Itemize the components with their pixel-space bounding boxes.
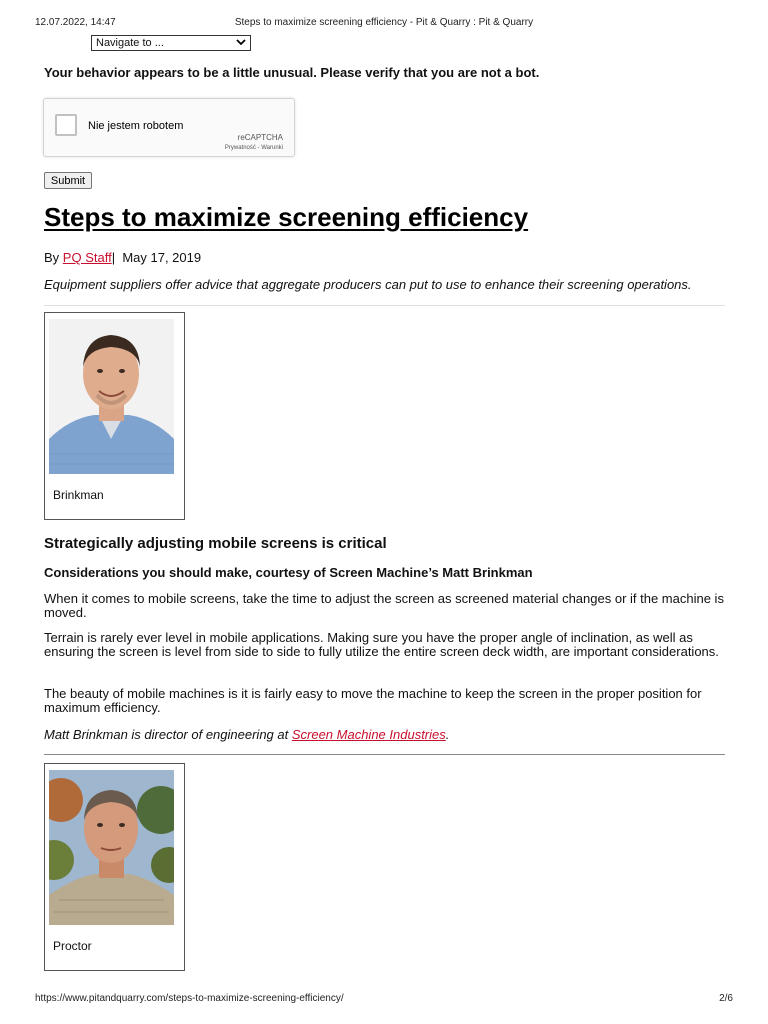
byline	[44, 250, 201, 265]
print-datetime: 12.07.2022, 14:47	[35, 17, 116, 28]
proctor-photo	[49, 770, 174, 925]
recaptcha-widget	[43, 98, 295, 157]
section-heading: Strategically adjusting mobile screens is critical	[44, 535, 387, 552]
recaptcha-brand: reCAPTCHA	[237, 133, 283, 142]
print-url: https://www.pitandquarry.com/steps-to-maximize-screening-efficiency/	[35, 993, 344, 1004]
publish-date: May 17, 2019	[122, 250, 202, 265]
print-page-number: 2/6	[719, 993, 733, 1004]
chevron-down-icon	[236, 38, 246, 48]
figure-brinkman	[44, 312, 185, 520]
submit-button[interactable]: Submit	[44, 172, 92, 189]
paragraph: Terrain is rarely ever level in mobile applications. Making sure you have the proper angle of inclination, as well as ensuring the screen is level from side to side to fully utilize the entire screen deck width, are important considerations.	[44, 630, 719, 659]
screen-machine-link[interactable]: Screen Machine Industries	[291, 727, 446, 742]
paragraph: The beauty of mobile machines is it is fairly easy to move the machine to keep the screen in the proper position for maximum efficiency.	[44, 686, 702, 715]
recaptcha-checkbox[interactable]	[55, 114, 77, 136]
figure-caption: Brinkman	[53, 488, 104, 502]
recaptcha-label: Nie jestem robotem	[88, 120, 184, 132]
figure-caption: Proctor	[53, 939, 92, 953]
print-page-title: Steps to maximize screening efficiency - Pit & Quarry : Pit & Quarry	[234, 17, 534, 28]
navigate-select[interactable]	[91, 35, 251, 51]
byline-prefix: By	[44, 250, 60, 265]
author-link[interactable]: PQ Staff	[62, 250, 112, 265]
article-dek: Equipment suppliers offer advice that aggregate producers can put to use to enhance their screening operations.	[44, 277, 692, 292]
sub-heading: Considerations you should make, courtesy of Screen Machine’s Matt Brinkman	[44, 565, 533, 580]
navigate-select-value: Navigate to ...	[96, 37, 164, 49]
paragraph: When it comes to mobile screens, take the time to adjust the screen as screened material changes or if the machine is moved.	[44, 591, 724, 620]
byline-separator: |	[111, 250, 116, 265]
divider	[44, 305, 725, 306]
figure-proctor	[44, 763, 185, 971]
brinkman-photo	[49, 319, 174, 474]
author-bio	[44, 728, 734, 742]
bio-prefix: Matt Brinkman is director of engineering at	[44, 727, 292, 742]
bot-warning-text: Your behavior appears to be a little unusual. Please verify that you are not a bot.	[44, 65, 540, 80]
article-title[interactable]: Steps to maximize screening efficiency	[44, 202, 529, 232]
bio-suffix: .	[445, 727, 450, 742]
divider	[44, 754, 725, 755]
recaptcha-privacy-terms-links[interactable]: Prywatność - Warunki	[224, 145, 283, 151]
